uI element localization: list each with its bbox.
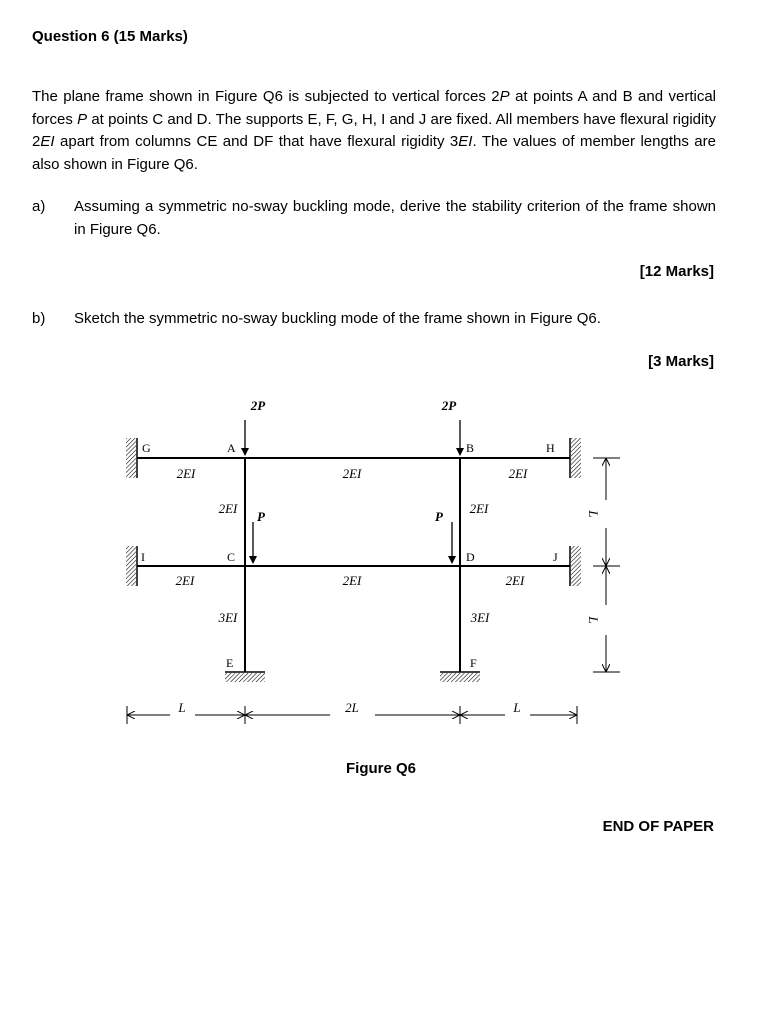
node-i: I [141,550,145,564]
dim-middle: 2L [345,700,359,715]
dim-left: L [178,700,186,715]
support-h-hatch [571,438,581,478]
load-label-a: 2P [250,398,266,413]
node-d: D [466,550,475,564]
load-label-c: P [257,509,265,524]
support-f-hatch [440,673,480,682]
question-heading: Question 6 (15 Marks) [32,28,188,45]
end-of-paper: END OF PAPER [602,818,714,835]
node-b: B [466,441,475,455]
rigidity-ab: 2EI [342,466,362,481]
node-g: G [142,441,151,455]
load-label-b: 2P [441,398,457,413]
question-intro: The plane frame shown in Figure Q6 is subjected to vertical forces 2P at points A and B and vertical forces P at points C and D. The supports E, F, G, H, I and J are fixed. All members have flexural rigidity 2EI apart from columns CE and DF that have flexural rigidity 3EI. The values of member lengths are also shown in Figure Q6. [32,88,716,173]
figure-caption: Figure Q6 [345,760,416,777]
part-b-marks: [3 Marks] [648,353,714,370]
rigidity-cd: 2EI [342,573,362,588]
support-e-hatch [225,673,265,682]
rigidity-df: 3EI [470,610,490,625]
dim-upper: L [586,510,602,518]
node-c: C [227,550,236,564]
node-f: F [470,656,477,670]
rigidity-ic: 2EI [175,573,195,588]
node-a: A [227,441,236,455]
support-i-hatch [126,546,136,586]
support-g-hatch [126,438,136,478]
rigidity-ga: 2EI [176,466,196,481]
dim-lower: L [586,616,602,624]
rigidity-bd: 2EI [469,501,489,516]
part-b-text: Sketch the symmetric no-sway buckling mode of the frame shown in Figure Q6. [74,310,601,327]
node-h: H [546,441,555,455]
rigidity-ce: 3EI [218,610,238,625]
part-b-label: b) [32,310,46,327]
rigidity-bh: 2EI [508,466,528,481]
node-e: E [226,656,234,670]
support-j-hatch [571,546,581,586]
dim-right: L [513,700,521,715]
rigidity-ac: 2EI [218,501,238,516]
node-j: J [553,550,558,564]
part-a-marks: [12 Marks] [639,263,714,280]
part-a-label: a) [32,198,46,215]
rigidity-dj: 2EI [505,573,525,588]
part-a-text: Assuming a symmetric no-sway buckling mode, derive the stability criterion of the frame shown in Figure Q6. [74,198,716,238]
load-label-d: P [435,509,443,524]
